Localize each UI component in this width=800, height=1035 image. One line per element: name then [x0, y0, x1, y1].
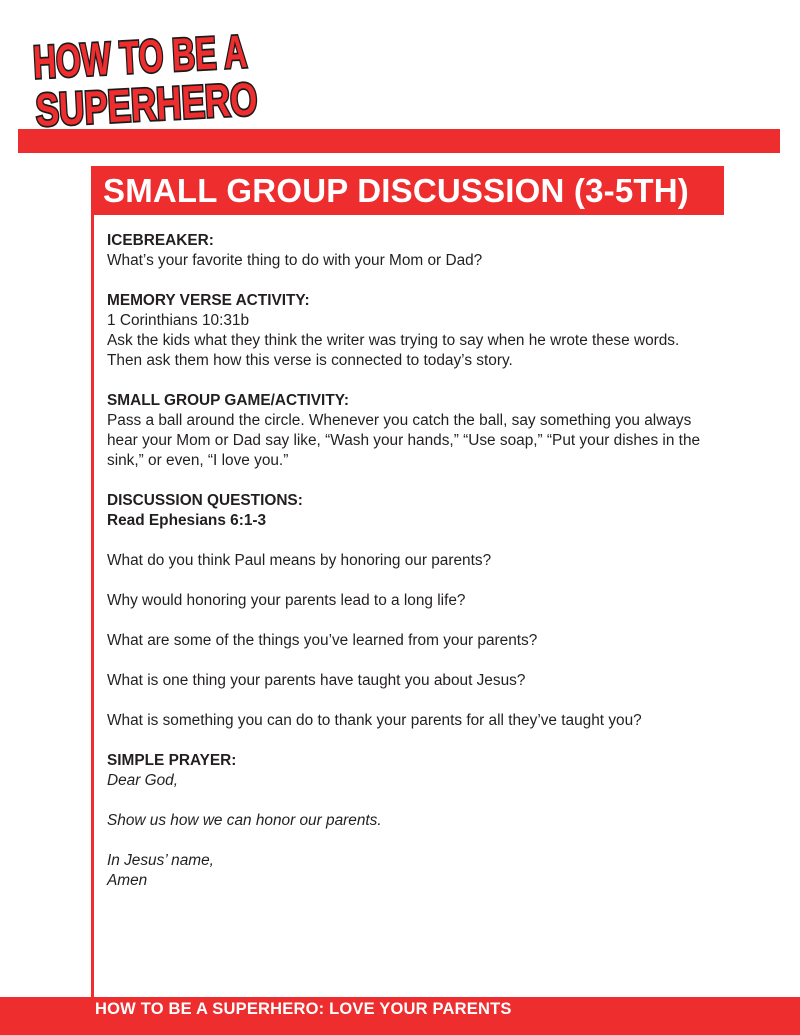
memory-verse-reference: 1 Corinthians 10:31b	[107, 312, 250, 329]
prayer-amen: Amen	[107, 872, 148, 889]
logo-line-2: SUPERHERO	[34, 68, 328, 136]
footer-text: HOW TO BE A SUPERHERO: LOVE YOUR PARENTS	[95, 1000, 512, 1018]
discussion-question: Why would honoring your parents lead to a long life?	[107, 592, 466, 609]
memory-verse-line: Then ask them how this verse is connected to today’s story.	[107, 352, 513, 369]
prayer-body: Show us how we can honor our parents.	[107, 812, 382, 829]
game-heading: SMALL GROUP GAME/ACTIVITY:	[107, 392, 349, 409]
game-line: hear your Mom or Dad say like, “Wash your hands,” “Use soap,” “Put your dishes in the	[107, 432, 701, 449]
prayer-heading: SIMPLE PRAYER:	[107, 752, 237, 769]
discussion-heading: DISCUSSION QUESTIONS:	[107, 492, 303, 509]
memory-verse-line: Ask the kids what they think the writer was trying to say when he wrote these words.	[107, 332, 680, 349]
footer-bar	[0, 997, 800, 1035]
icebreaker-heading: ICEBREAKER:	[107, 232, 214, 249]
left-red-rule	[91, 166, 94, 998]
logo-line-1: HOW TO BE A	[31, 19, 344, 89]
discussion-question: What is one thing your parents have taught you about Jesus?	[107, 672, 526, 689]
game-line: Pass a ball around the circle. Whenever you catch the ball, say something you always	[107, 412, 692, 429]
game-line: sink,” or even, “I love you.”	[107, 452, 289, 469]
memory-verse-heading: MEMORY VERSE ACTIVITY:	[107, 292, 310, 309]
discussion-question: What do you think Paul means by honoring our parents?	[107, 552, 492, 569]
icebreaker-text: What’s your favorite thing to do with your Mom or Dad?	[107, 252, 483, 269]
page-title: SMALL GROUP DISCUSSION (3-5TH)	[91, 166, 724, 215]
discussion-subheading: Read Ephesians 6:1-3	[107, 512, 267, 529]
top-red-bar	[18, 129, 780, 153]
discussion-content	[107, 231, 747, 891]
discussion-question: What are some of the things you’ve learned from your parents?	[107, 632, 538, 649]
prayer-greeting: Dear God,	[107, 772, 179, 789]
prayer-closing: In Jesus’ name,	[107, 852, 214, 869]
discussion-question: What is something you can do to thank your parents for all they’ve taught you?	[107, 712, 642, 729]
superhero-logo	[30, 19, 344, 136]
